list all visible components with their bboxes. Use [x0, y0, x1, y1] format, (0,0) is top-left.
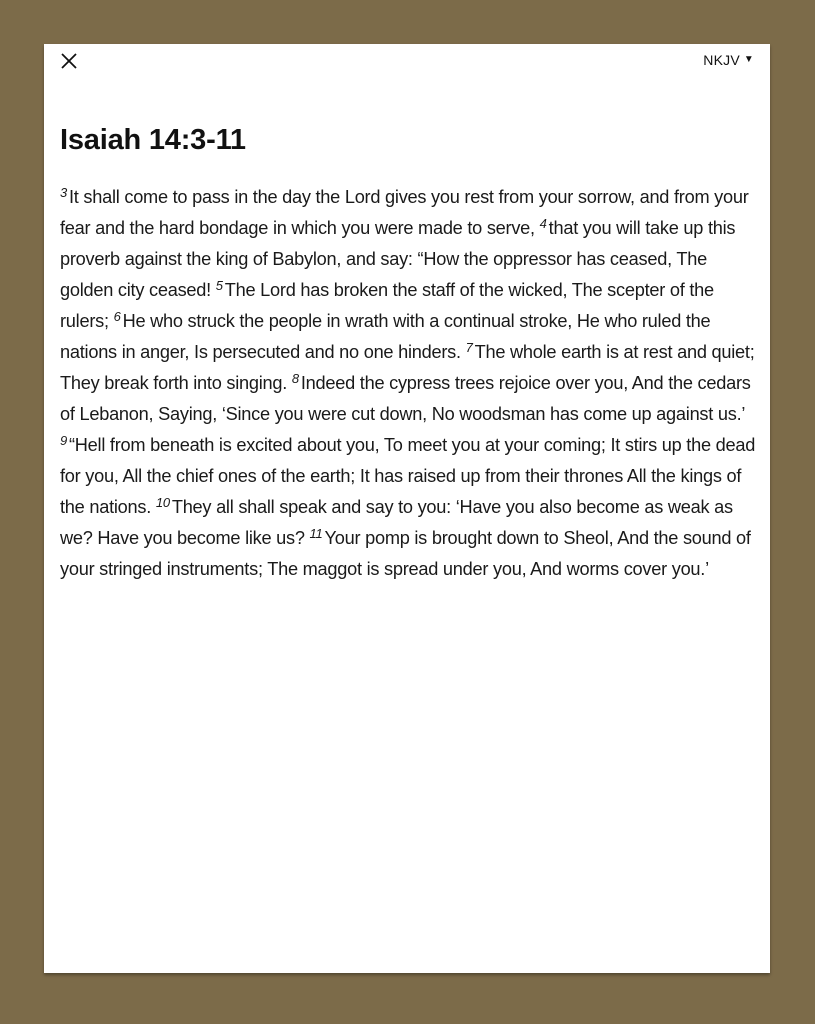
close-icon	[60, 52, 78, 70]
passage-title: Isaiah 14:3-11	[60, 124, 246, 156]
verse-number: 9	[60, 433, 67, 448]
verse-number: 3	[60, 185, 67, 200]
verse-text: The Lord has broken the staff of the wicked, The scepter of the rulers;	[60, 280, 714, 331]
verse-text: He who struck the people in wrath with a continual stroke, He who ruled the nations in anger, Is persecuted and no one hinders.	[60, 311, 711, 362]
verse-number: 7	[465, 340, 473, 355]
verse-text: The whole earth is at rest and quiet; They break forth into singing.	[60, 342, 755, 393]
verse-number: 8	[291, 371, 299, 386]
verse-text: that you will take up this proverb against the king of Babylon, and say: “How the oppressor has ceased, The golden city ceased!	[60, 218, 736, 300]
version-dropdown[interactable]	[703, 52, 754, 68]
verse-text: It shall come to pass in the day the Lord gives you rest from your sorrow, and from your fear and the hard bondage in which you were made to serve,	[60, 187, 749, 238]
verse-text: “Hell from beneath is excited about you, To meet you at your coming; It stirs up the dead for you, All the chief ones of the earth; It has raised up from their thrones All the kings of the nations.	[60, 435, 756, 517]
verse-number: 4	[539, 216, 547, 231]
verse-text: Indeed the cypress trees rejoice over you, And the cedars of Lebanon, Saying, ‘Since you were cut down, No woodsman has come up against us.’	[60, 373, 751, 424]
verse-text: They all shall speak and say to you: ‘Have you also become as weak as we? Have you become like us?	[60, 497, 733, 548]
version-label: NKJV	[703, 52, 740, 68]
verse-text: Your pomp is brought down to Sheol, And the sound of your stringed instruments; The maggot is spread under you, And worms cover you.’	[60, 528, 751, 579]
close-button[interactable]	[58, 50, 80, 72]
verse-number: 10	[155, 495, 170, 510]
passage-modal	[44, 44, 770, 973]
verse-number: 11	[309, 526, 323, 541]
verse-number: 5	[215, 278, 223, 293]
passage-text	[60, 182, 756, 585]
chevron-down-icon: ▼	[743, 53, 754, 65]
verse-number: 6	[113, 309, 121, 324]
